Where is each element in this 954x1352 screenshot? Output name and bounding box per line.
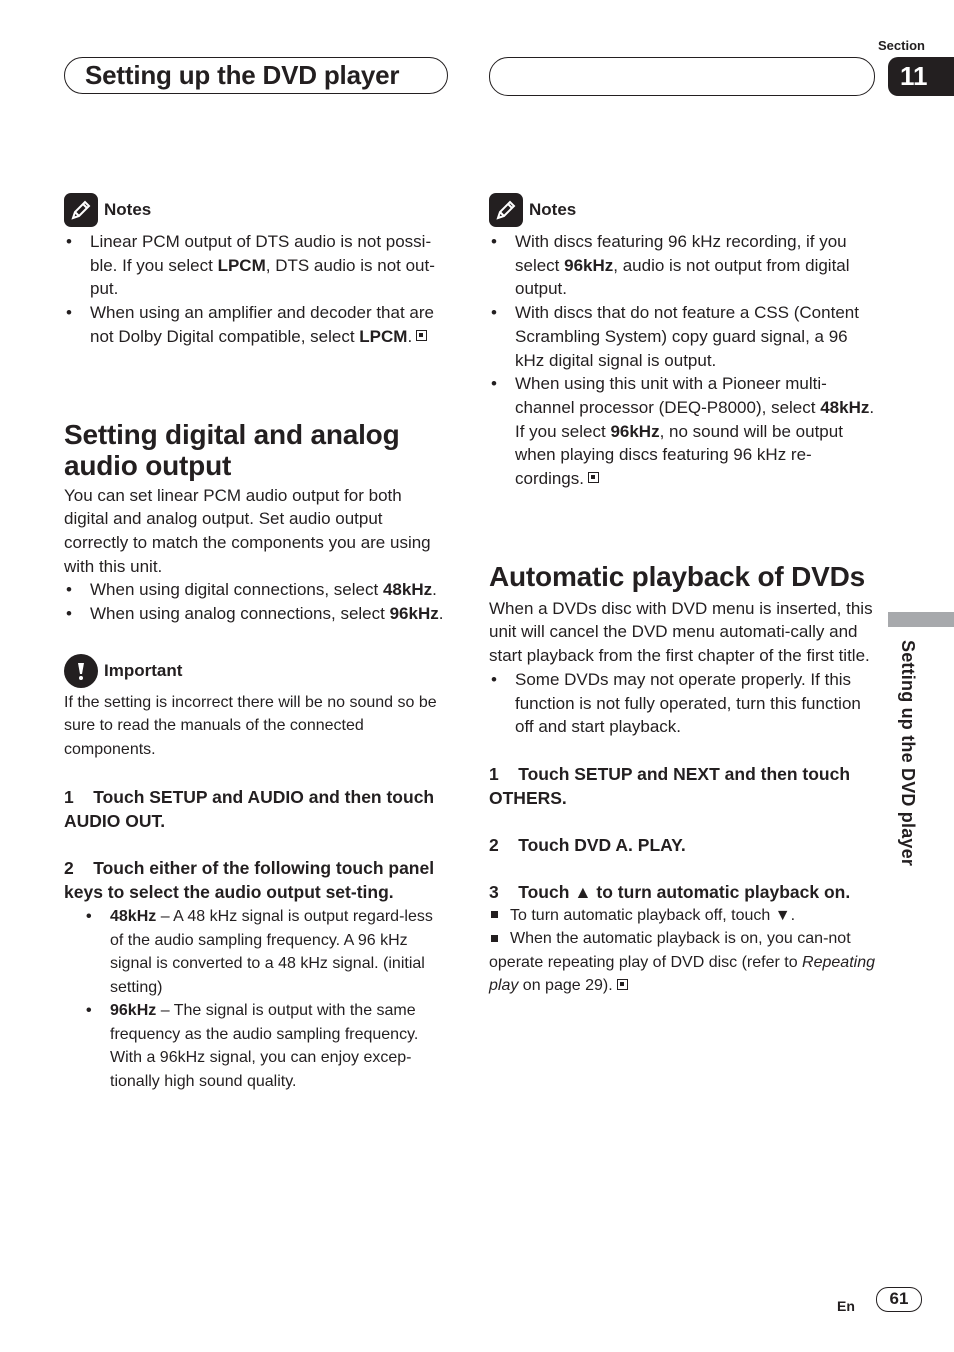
notes-list [64,230,450,349]
chapter-title: Setting up the DVD player [85,60,400,90]
list-item: When the automatic playback is on, you can-not operate repeating play of DVD disc (refer to Repeating play on page 29). [489,930,875,995]
side-tab-label: Setting up the DVD player [898,640,918,867]
notes-title: Notes [529,200,577,220]
end-mark-icon [617,979,628,990]
options-list [64,905,450,1093]
step-1: 1 Touch SETUP and NEXT and then touch OTHERS. [489,763,851,808]
list-item: • 48kHz – A 48 kHz signal is output regard-less of the audio sampling frequency. A 96 kHz signal is converted to a 48 kHz signal. (initial setting) [64,905,450,999]
notes-title: Notes [104,200,152,220]
end-mark-icon [588,472,599,483]
square-bullet-icon [491,911,498,918]
side-tab-bar [888,612,954,627]
square-bullet-icon [491,935,498,942]
pencil-icon [489,193,523,227]
left-column [64,192,450,1093]
list-item: • Linear PCM output of DTS audio is not possi-ble. If you select LPCM, DTS audio is not out-put. [64,230,450,301]
list-item: • When using analog connections, select 96kHz. [64,602,450,626]
important-text: If the setting is incorrect there will be no sound so be sure to read the manuals of the connected components. [64,693,437,758]
notes-header [64,192,450,228]
important-title: Important [104,660,183,680]
list-item: • When using this unit with a Pioneer multi-channel processor (DEQ-P8000), select 48kHz. If you select 96kHz, no sound will be output when playing discs featuring 96 kHz re-cordings. [489,372,875,491]
page-number: 61 [876,1287,922,1312]
right-column [489,192,875,998]
intro-text: You can set linear PCM audio output for both digital and analog output. Set audio output correctly to match the components you are using with this unit. [64,485,431,576]
pencil-icon [64,193,98,227]
intro-text: When a DVDs disc with DVD menu is inserted, this unit will cancel the DVD menu automati-cally and start playback from the first chapter of the first title. [489,598,873,666]
bullet-list [64,578,450,625]
list-item: • With discs featuring 96 kHz recording, if you select 96kHz, audio is not output from digital output. [489,230,875,301]
important-header [64,653,450,689]
important-icon [64,654,98,688]
list-item: • Some DVDs may not operate properly. If this function is not fully operated, turn this function off and start playback. [489,668,875,739]
step-1: 1 Touch SETUP and AUDIO and then touch AUDIO OUT. [64,787,435,832]
notes-list [489,230,875,491]
language-code: En [837,1298,855,1314]
list-item: To turn automatic playback off, touch ▼. [489,904,875,928]
step-3: 3 Touch ▲ to turn automatic playback on. [489,881,851,902]
step-2: 2 Touch DVD A. PLAY. [489,834,686,855]
step-2: 2 Touch either of the following touch panel keys to select the audio output set-ting. [64,858,435,903]
list-item: • When using digital connections, select 48kHz. [64,578,450,602]
list-item: • 96kHz – The signal is output with the same frequency as the audio sampling frequency. With a 96kHz signal, you can enjoy excep-tionally high sound quality. [64,999,450,1093]
bullet-list [489,668,875,739]
section-number: 11 [888,57,954,96]
list-item: • When using an amplifier and decoder that are not Dolby Digital compatible, select LPCM. [64,301,450,348]
section-heading: Automatic playback of DVDs [489,560,865,592]
header-blank-box [489,57,875,96]
chapter-title-box [64,57,448,94]
list-item: • With discs that do not feature a CSS (Content Scrambling System) copy guard signal, a 96 kHz digital signal is output. [489,301,875,372]
tips-list [489,904,875,998]
section-label: Section [878,38,925,53]
notes-header [489,192,875,228]
end-mark-icon [416,330,427,341]
section-heading: Setting digital and analog audio output [64,418,400,481]
